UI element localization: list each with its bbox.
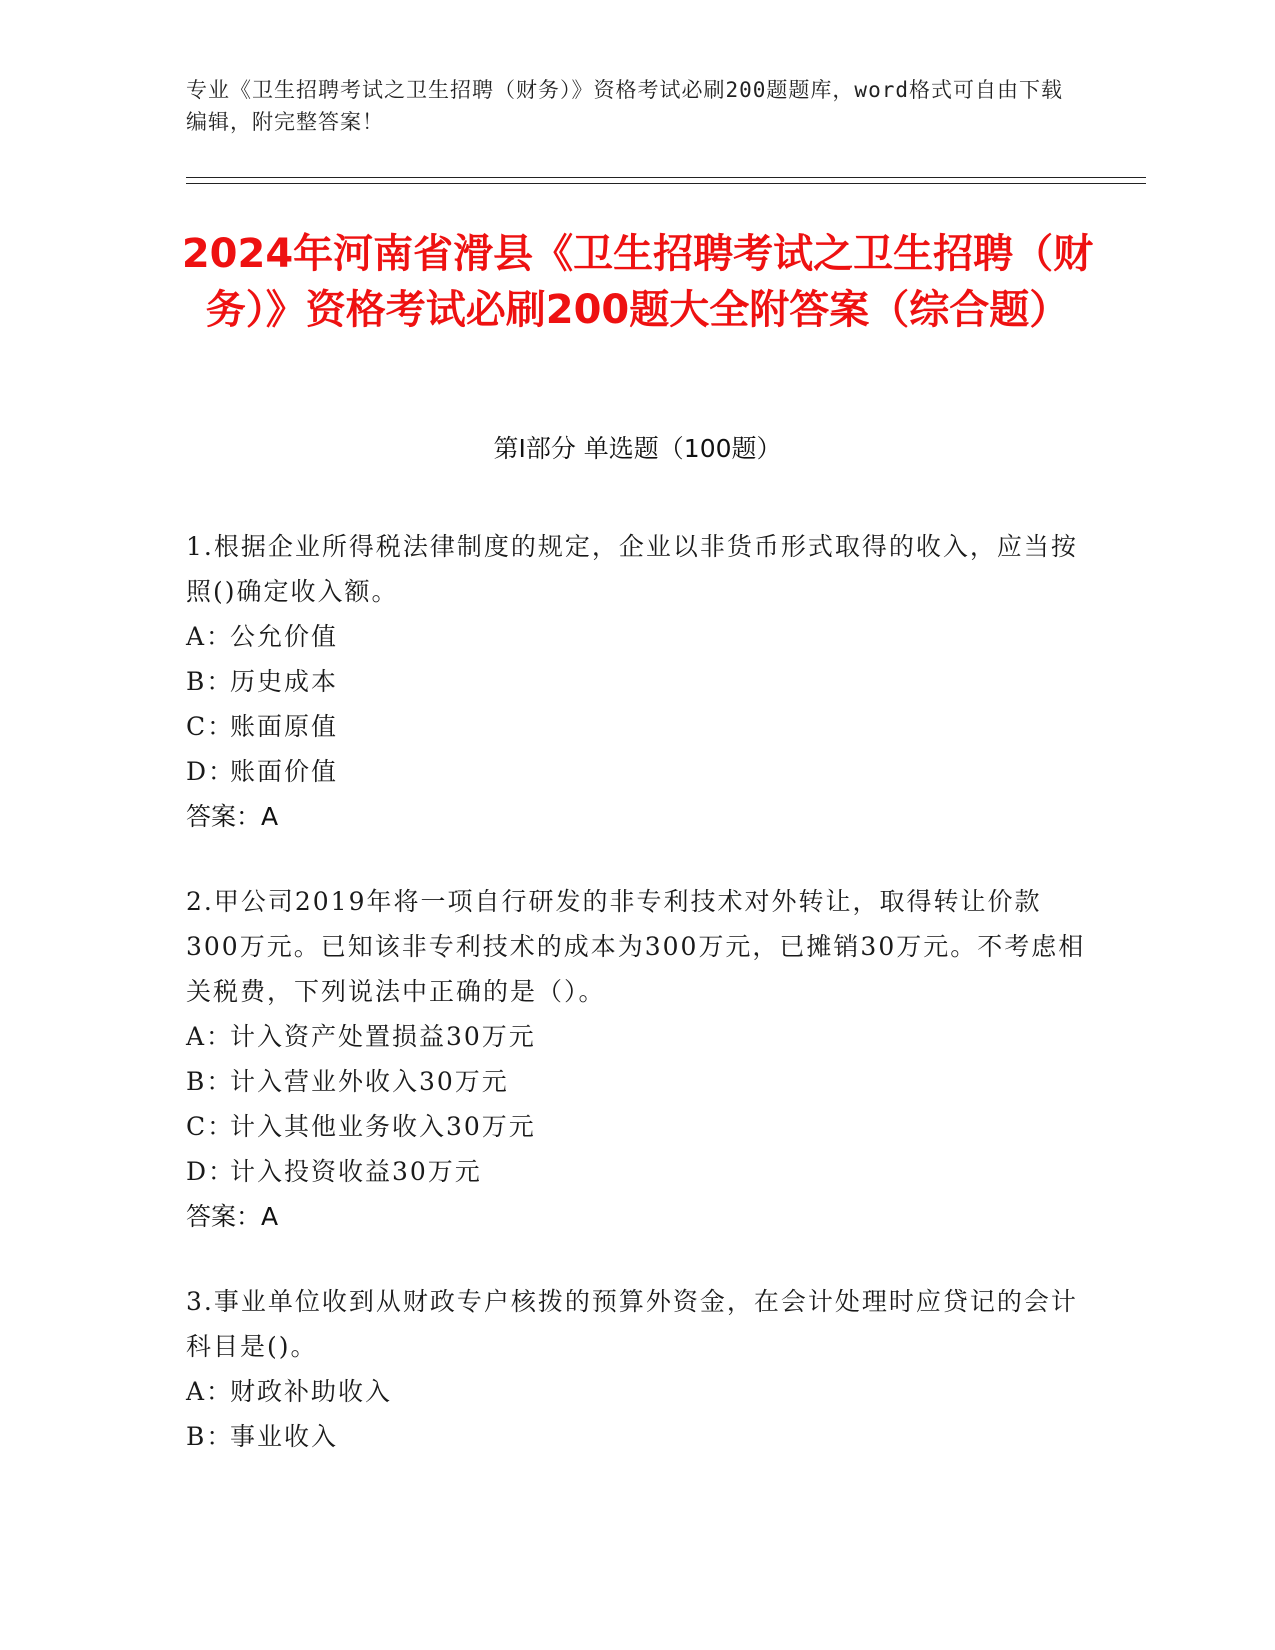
option-b [186,1414,1086,1459]
option-key: A： [186,1377,234,1406]
option-key: B： [186,667,234,696]
option-a [186,1369,1086,1414]
question-list [186,524,1086,1499]
option-key: C： [186,1112,235,1141]
option-b [186,659,1086,704]
option-key: D： [186,757,236,786]
option-b [186,1059,1086,1104]
question-stem: 1.根据企业所得税法律制度的规定，企业以非货币形式取得的收入，应当按照()确定收入额。 [186,532,1078,606]
header-divider-top [186,177,1146,178]
option-key: B： [186,1067,234,1096]
question-answer: 答案：A [186,1202,279,1231]
option-text: 计入资产处置损益30万元 [230,1022,536,1051]
option-text: 历史成本 [230,667,339,696]
option-text: 账面价值 [230,757,339,786]
question-2 [186,879,1086,1239]
question-stem: 3.事业单位收到从财政专户核拨的预算外资金，在会计处理时应贷记的会计科目是()。 [186,1287,1078,1361]
option-a [186,614,1086,659]
option-d [186,749,1086,794]
option-text: 公允价值 [230,622,339,651]
option-text: 计入营业外收入30万元 [230,1067,509,1096]
question-1 [186,524,1086,839]
option-text: 账面原值 [230,712,339,741]
option-key: D： [186,1157,236,1186]
option-key: A： [186,1022,234,1051]
option-text: 计入其他业务收入30万元 [230,1112,536,1141]
option-key: B： [186,1422,234,1451]
option-a [186,1014,1086,1059]
header-divider-bottom [186,183,1146,184]
option-key: C： [186,712,235,741]
question-answer: 答案：A [186,802,279,831]
option-text: 财政补助收入 [230,1377,393,1406]
option-text: 事业收入 [230,1422,339,1451]
question-3 [186,1279,1086,1459]
option-text: 计入投资收益30万元 [230,1157,482,1186]
header-note: 专业《卫生招聘考试之卫生招聘（财务）》资格考试必刷200题题库，word格式可自由下载编辑，附完整答案！ [186,78,1063,134]
document-title: 2024年河南省滑县《卫生招聘考试之卫生招聘（财务）》资格考试必刷200题大全附答案（综合题） [181,231,1094,333]
option-c [186,1104,1086,1149]
option-d [186,1149,1086,1194]
option-key: A： [186,622,234,651]
section-title: 第I部分 单选题（100题） [493,434,782,463]
question-stem: 2.甲公司2019年将一项自行研发的非专利技术对外转让，取得转让价款300万元。已知该非专利技术的成本为300万元，已摊销30万元。不考虑相关税费，下列说法中正确的是（）。 [186,887,1086,1006]
option-c [186,704,1086,749]
